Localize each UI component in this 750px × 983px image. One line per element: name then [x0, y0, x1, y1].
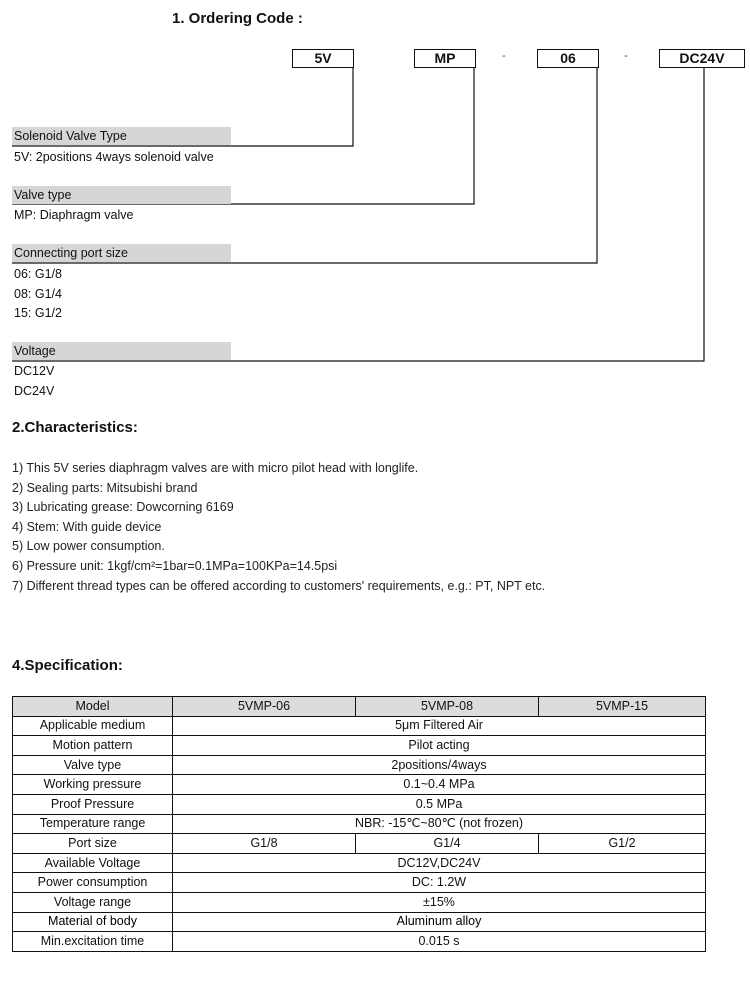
code-box-series: 5V: [292, 49, 354, 68]
table-row: [13, 716, 706, 736]
table-row: [13, 892, 706, 912]
category-option: 08: G1/4: [14, 287, 62, 301]
characteristic-item: 1) This 5V series diaphragm valves are with micro pilot head with longlife.: [12, 461, 419, 475]
row-value: DC12V,DC24V: [173, 853, 706, 873]
specification-table: [12, 696, 706, 952]
characteristic-item: 7) Different thread types can be offered according to customers' requirements, e.g.: PT, NPT etc.: [12, 579, 546, 593]
category-band: [12, 186, 231, 204]
table-row: [13, 834, 706, 854]
category-label: Valve type: [14, 188, 72, 202]
row-label: Port size: [13, 834, 173, 854]
row-value: 5μm Filtered Air: [173, 716, 706, 736]
table-row: [13, 932, 706, 952]
table-row: [13, 814, 706, 834]
ordering-code-title: 1. Ordering Code :: [172, 10, 303, 27]
row-label: Valve type: [13, 755, 173, 775]
characteristic-item: 5) Low power consumption.: [12, 539, 165, 553]
row-value: 0.1~0.4 MPa: [173, 775, 706, 795]
row-label: Applicable medium: [13, 716, 173, 736]
category-label: Solenoid Valve Type: [14, 129, 127, 143]
code-box-valve-type: MP: [414, 49, 476, 68]
category-band: [12, 244, 231, 262]
specification-title: 4.Specification:: [12, 657, 123, 674]
characteristic-item: 6) Pressure unit: 1kgf/cm²=1bar=0.1MPa=100KPa=14.5psi: [12, 559, 338, 573]
code-box-port-size: 06: [537, 49, 599, 68]
header-cell: Model: [13, 697, 173, 717]
category-option: 15: G1/2: [14, 306, 62, 320]
table-row: [13, 853, 706, 873]
row-value: 2positions/4ways: [173, 755, 706, 775]
characteristics-title: 2.Characteristics:: [12, 419, 138, 436]
category-option: 5V: 2positions 4ways solenoid valve: [14, 150, 214, 164]
table-row: [13, 755, 706, 775]
row-label: Working pressure: [13, 775, 173, 795]
category-option: MP: Diaphragm valve: [14, 208, 134, 222]
row-value: 0.015 s: [173, 932, 706, 952]
table-row: [13, 873, 706, 893]
code-box-voltage: DC24V: [659, 49, 745, 68]
characteristic-item: 3) Lubricating grease: Dowcorning 6169: [12, 500, 234, 514]
category-option: DC12V: [14, 364, 55, 378]
table-header-row: [13, 697, 706, 717]
row-label: Voltage range: [13, 892, 173, 912]
row-label: Available Voltage: [13, 853, 173, 873]
category-option: 06: G1/8: [14, 267, 62, 281]
row-value: DC: 1.2W: [173, 873, 706, 893]
row-value: G1/4: [356, 834, 539, 854]
table-row: [13, 794, 706, 814]
row-label: Motion pattern: [13, 736, 173, 756]
row-value: G1/2: [539, 834, 706, 854]
header-cell: 5VMP-08: [356, 697, 539, 717]
category-band: [12, 127, 231, 145]
row-label: Proof Pressure: [13, 794, 173, 814]
table-row: [13, 912, 706, 932]
row-label: Min.excitation time: [13, 932, 173, 952]
category-label: Connecting port size: [14, 246, 128, 260]
category-label: Voltage: [14, 344, 56, 358]
row-label: Power consumption: [13, 873, 173, 893]
row-value: Pilot acting: [173, 736, 706, 756]
row-value: NBR: -15℃~80℃ (not frozen): [173, 814, 706, 834]
code-separator: -: [502, 50, 506, 62]
row-value: G1/8: [173, 834, 356, 854]
category-option: DC24V: [14, 384, 55, 398]
row-value: ±15%: [173, 892, 706, 912]
table-row: [13, 736, 706, 756]
table-row: [13, 775, 706, 795]
header-cell: 5VMP-15: [539, 697, 706, 717]
row-value: 0.5 MPa: [173, 794, 706, 814]
characteristic-item: 2) Sealing parts: Mitsubishi brand: [12, 481, 198, 495]
row-label: Material of body: [13, 912, 173, 932]
category-band: [12, 342, 231, 360]
row-label: Temperature range: [13, 814, 173, 834]
header-cell: 5VMP-06: [173, 697, 356, 717]
row-value: Aluminum alloy: [173, 912, 706, 932]
code-separator: -: [624, 50, 628, 62]
characteristic-item: 4) Stem: With guide device: [12, 520, 162, 534]
